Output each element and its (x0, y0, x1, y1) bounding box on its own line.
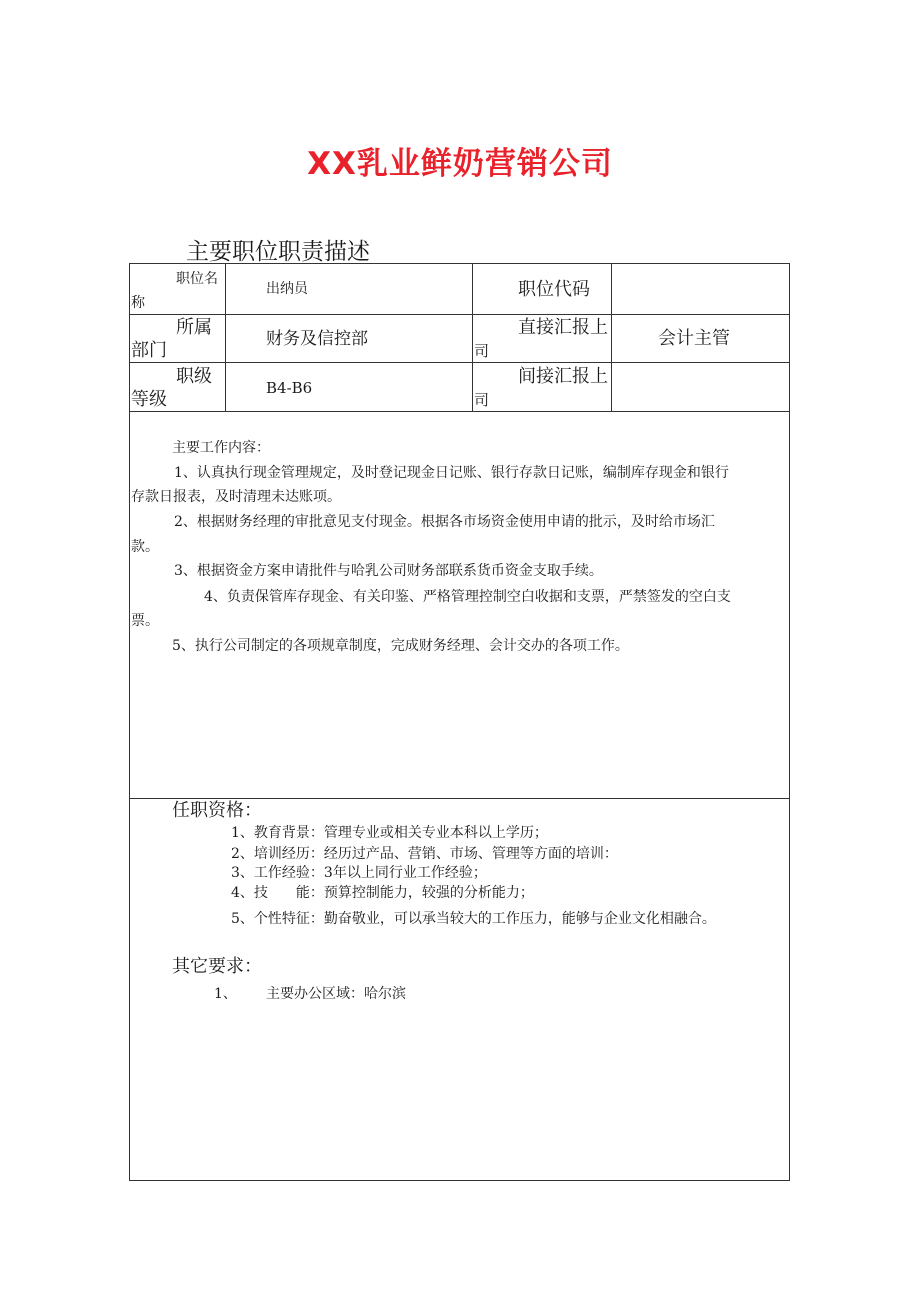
other-requirements-heading: 其它要求： (172, 956, 262, 977)
main-work-heading: 主要工作内容： (172, 440, 270, 456)
qualification-education: 1、教育背景：管理专业或相关专业本科以上学历； (231, 825, 548, 841)
table-row-divider (129, 411, 790, 412)
document-subtitle: 主要职位职责描述 (186, 239, 370, 265)
department-value: 财务及信控部 (266, 329, 368, 349)
table-column-divider (472, 263, 473, 412)
qualification-training: 2、培训经历：经历过产品、营销、市场、管理等方面的培训： (231, 846, 618, 862)
section-divider (129, 798, 790, 799)
job-description-table (129, 263, 790, 1181)
qualification-personality: 5、个性特征：勤奋敬业，可以承当较大的工作压力，能够与企业文化相融合。 (231, 911, 716, 927)
main-work-item-5: 5、执行公司制定的各项规章制度，完成财务经理、会计交办的各项工作。 (172, 638, 629, 654)
main-work-item-2: 2、根据财务经理的审批意见支付现金。根据各市场资金使用申请的批示，及时给市场汇 (174, 514, 715, 530)
indirect-report-label-wrap: 司 (474, 391, 490, 409)
qualification-skills: 4、技 能：预算控制能力，较强的分析能力； (231, 885, 534, 901)
position-name-value: 出纳员 (266, 281, 308, 297)
grade-label: 职级 (176, 366, 212, 387)
table-column-divider (225, 263, 226, 412)
main-work-item-4-wrap: 票。 (131, 613, 159, 629)
other-requirement-office-area: 主要办公区域：哈尔滨 (266, 986, 406, 1002)
qualification-experience: 3、工作经验：3年以上同行业工作经验； (231, 865, 487, 881)
main-work-item-3: 3、根据资金方案申请批件与哈乳公司财务部联系货币资金支取手续。 (174, 563, 603, 579)
main-work-item-2-wrap: 款。 (131, 539, 159, 555)
table-column-divider (611, 263, 612, 412)
qualifications-heading: 任职资格： (172, 800, 262, 821)
table-row-divider (129, 362, 790, 363)
department-label-wrap: 部门 (131, 340, 167, 361)
direct-report-label-wrap: 司 (474, 342, 490, 360)
table-row-divider (129, 314, 790, 315)
main-work-item-1: 1、认真执行现金管理规定，及时登记现金日记账、银行存款日记账，编制库存现金和银行 (174, 465, 729, 481)
direct-report-label: 直接汇报上 (518, 317, 608, 338)
main-work-item-1-wrap: 存款日报表，及时清理未达账项。 (131, 489, 341, 505)
position-name-label-wrap: 称 (131, 295, 145, 311)
position-code-label: 职位代码 (518, 279, 590, 300)
indirect-report-label: 间接汇报上 (518, 366, 608, 387)
other-requirement-number: 1、 (214, 986, 237, 1002)
main-work-item-4: 4、负责保管库存现金、有关印鉴、严格管理控制空白收据和支票，严禁签发的空白支 (204, 589, 731, 605)
department-label: 所属 (176, 317, 212, 338)
document-title: XX乳业鲜奶营销公司 (307, 146, 613, 182)
grade-value: B4-B6 (266, 379, 313, 397)
grade-label-wrap: 等级 (131, 389, 167, 410)
direct-report-value: 会计主管 (658, 328, 730, 349)
position-name-label: 职位名 (176, 271, 218, 287)
